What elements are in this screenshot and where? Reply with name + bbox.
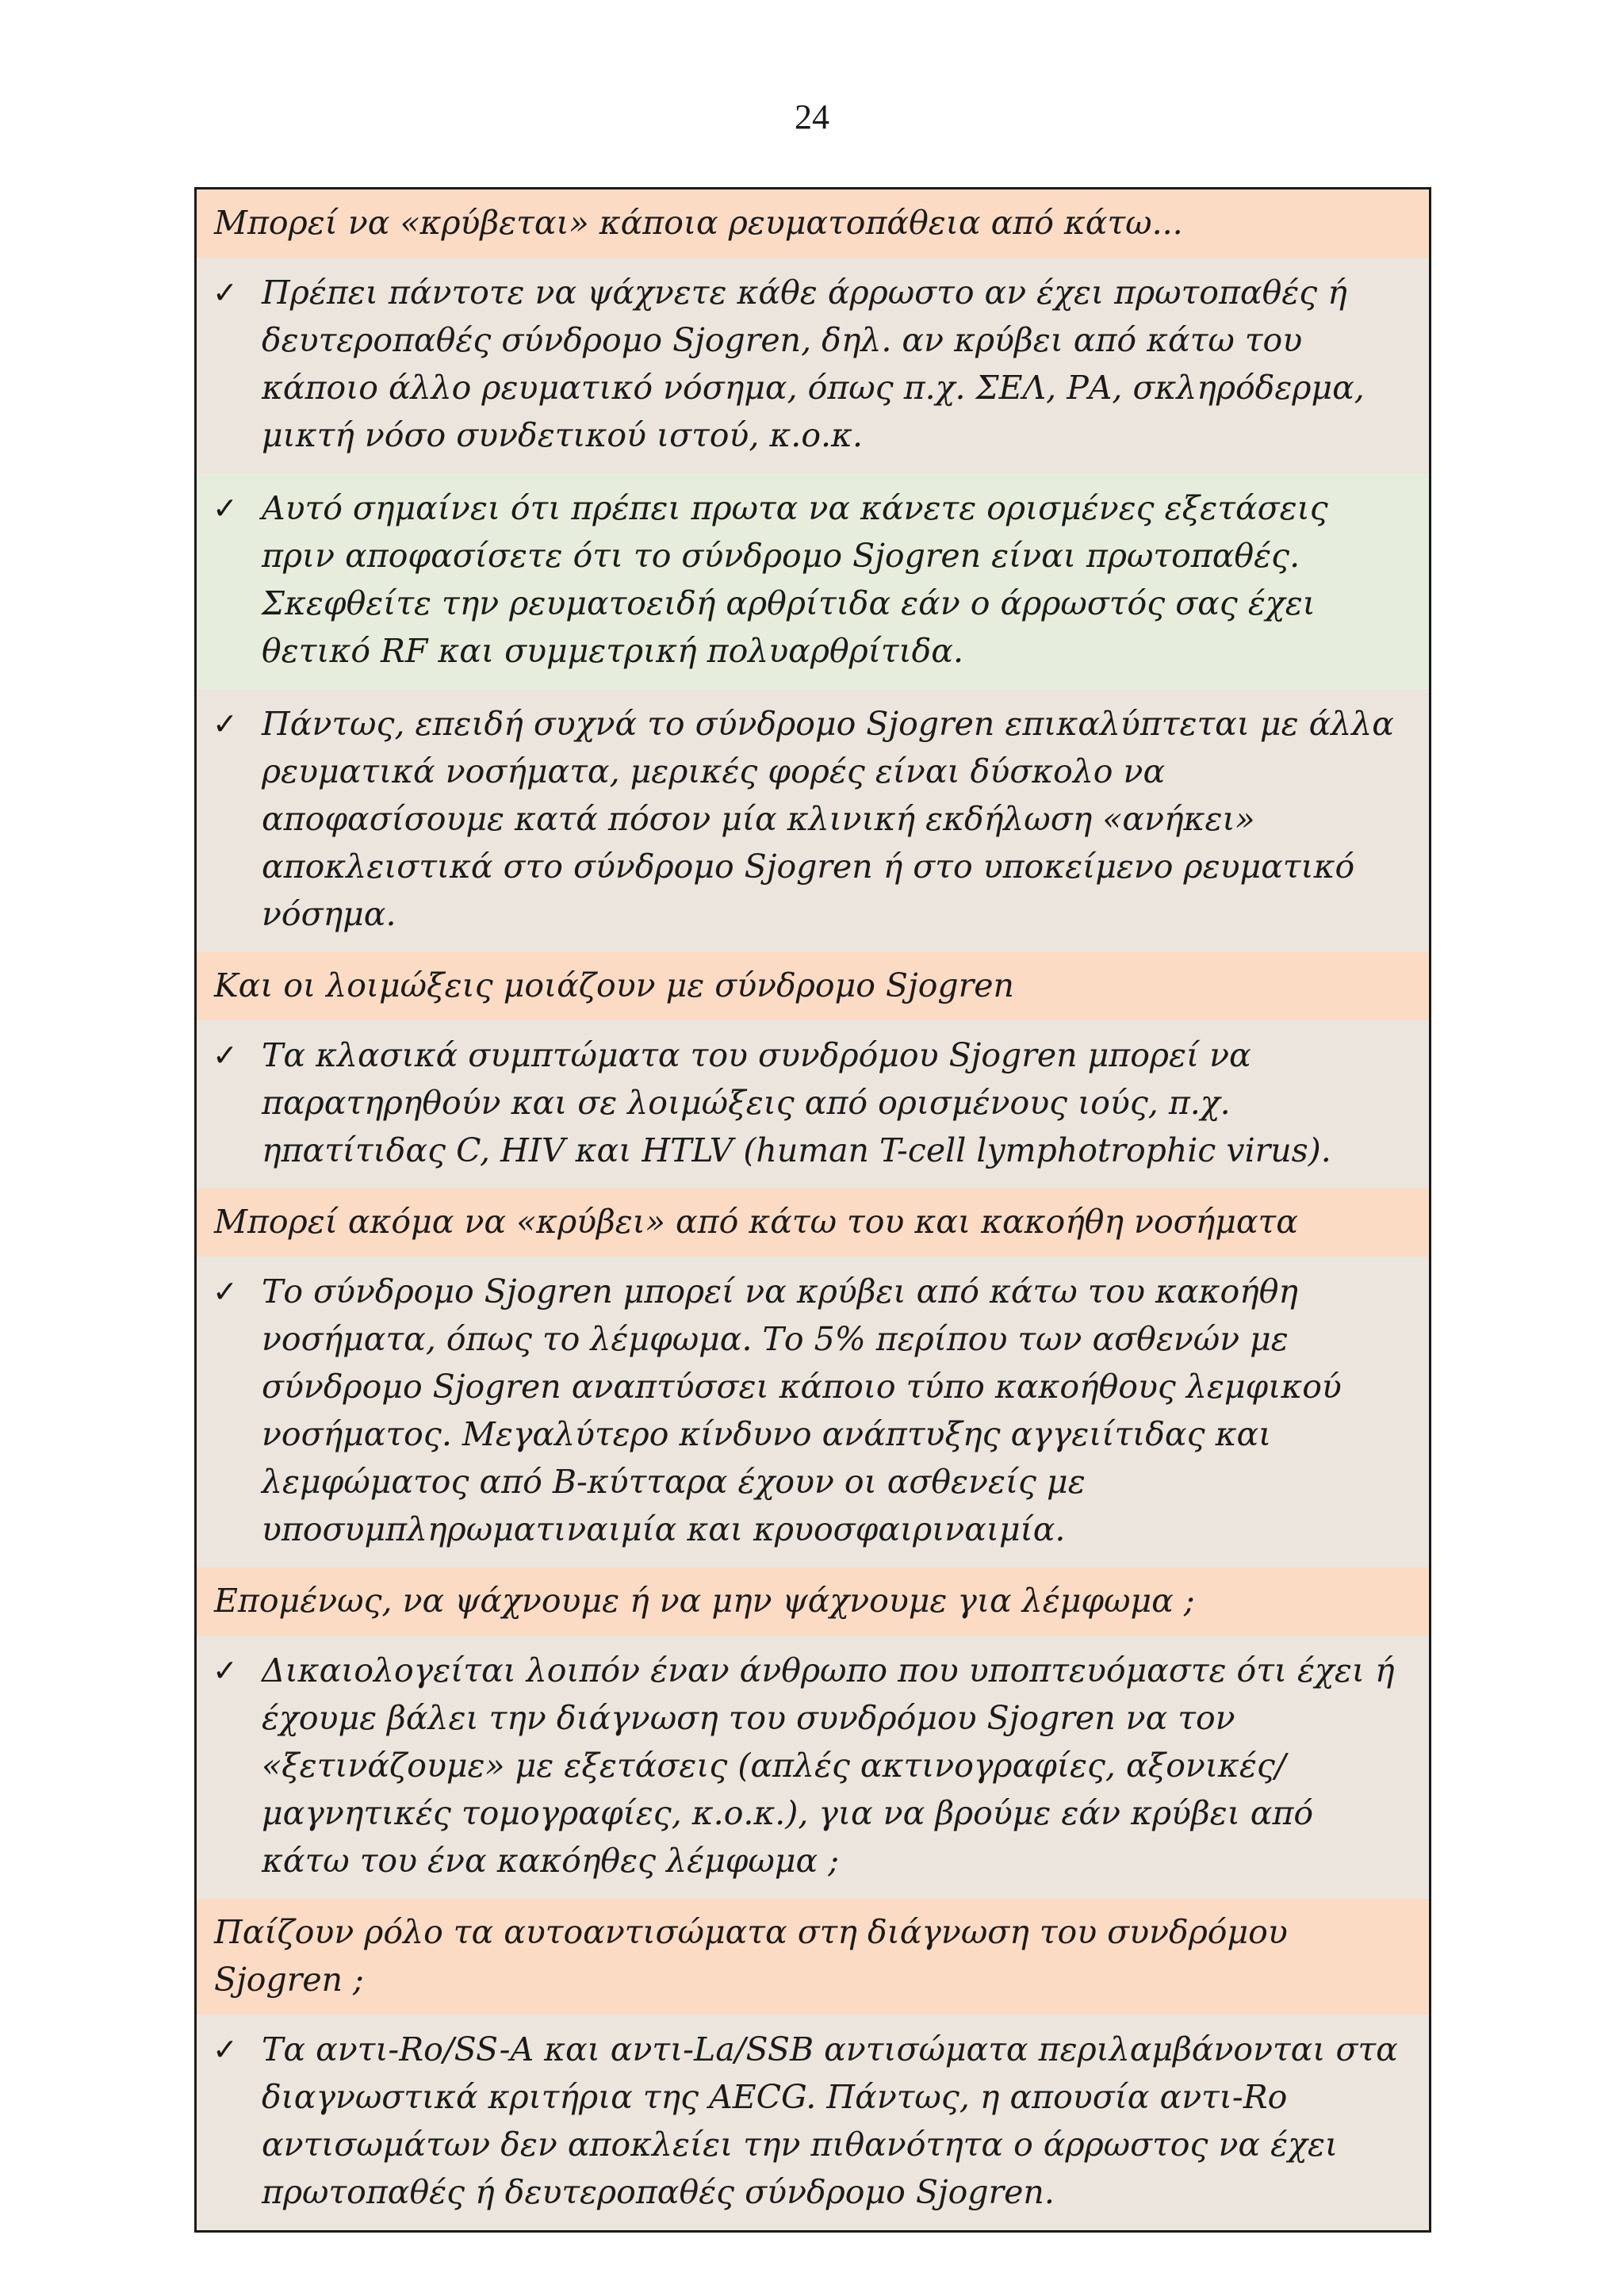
check-icon: ✓ — [213, 1274, 238, 1309]
bullet-text: Πρέπει πάντοτε να ψάχνετε κάθε άρρωστο αν έχει πρωτοπαθές ή δευτεροπαθές σύνδρομο Sjogren, δηλ. αν κρύβει από κάτω του κάποιο άλλο ρευματικό νόσημα, όπως π.χ. ΣΕΛ, ΡΑ, σκληρόδερμα, μικτή νόσο συνδετικού ιστού, κ.ο.κ. — [262, 274, 1365, 454]
check-icon: ✓ — [213, 275, 238, 310]
check-icon: ✓ — [213, 1038, 238, 1073]
check-icon: ✓ — [213, 706, 238, 741]
section-header-text: Μπορεί ακόμα να «κρύβει» από κάτω του και κακοήθη νοσήματα — [214, 1203, 1298, 1241]
section-header — [197, 1567, 1429, 1636]
bullet-item — [197, 2015, 1429, 2230]
bullet-item — [197, 1257, 1429, 1567]
section-header-text: Μπορεί να «κρύβεται» κάποια ρευματοπάθεια από κάτω... — [214, 204, 1183, 242]
bullet-text: Δικαιολογείται λοιπόν έναν άνθρωπο που υποπτευόμαστε ότι έχει ή έχουμε βάλει την διάγνωση του συνδρόμου Sjogren να τον «ξετινάζουμε» με εξετάσεις (απλές ακτινογραφίες, αξονικές/ μαγνητικές τομογραφίες, κ.ο.κ.), για να βρούμε εάν κρύβει από κάτω του ένα κακόηθες λέμφωμα ; — [262, 1651, 1395, 1880]
bullet-item — [197, 1020, 1429, 1188]
section-header — [197, 1188, 1429, 1257]
section-header — [197, 952, 1429, 1020]
section-header-text: Επομένως, να ψάχνουμε ή να μην ψάχνουμε για λέμφωμα ; — [214, 1582, 1195, 1620]
bullet-item — [197, 473, 1429, 689]
bullet-item — [197, 1636, 1429, 1899]
check-icon: ✓ — [213, 1653, 238, 1688]
check-icon: ✓ — [213, 491, 238, 526]
bullet-item — [197, 689, 1429, 952]
bullet-text: Αυτό σημαίνει ότι πρέπει πρωτα να κάνετε ορισμένες εξετάσεις πριν αποφασίσετε ότι το σύνδρομο Sjogren είναι πρωτοπαθές. Σκεφθείτε την ρευματοειδή αρθρίτιδα εάν ο άρρωστός σας έχει θετικό RF και συμμετρική πολυαρθρίτιδα. — [262, 489, 1328, 670]
section-header-text: Παίζουν ρόλο τα αυτοαντισώματα στη διάγνωση του συνδρόμου Sjogren ; — [214, 1913, 1288, 1999]
bullet-item — [197, 258, 1429, 473]
bullet-text: Τα κλασικά συμπτώματα του συνδρόμου Sjogren μπορεί να παρατηρηθούν και σε λοιμώξεις από ορισμένους ιούς, π.χ. ηπατίτιδας C, HIV και HTLV (human T-cell lymphotrophic virus). — [262, 1036, 1331, 1169]
page-number: 24 — [795, 98, 829, 136]
section-header — [197, 1899, 1429, 2015]
bullet-text: Τα αντι-Ro/SS-A και αντι-La/SSB αντισώματα περιλαμβάνονται στα διαγνωστικά κριτήρια της AECG. Πάντως, η απουσία αντι-Ro αντισωμάτων δεν αποκλείει την πιθανότητα ο άρρωστος να έχει πρωτοπαθές ή δευτεροπαθές σύνδρομο Sjogren. — [262, 2030, 1398, 2211]
section-header — [197, 189, 1429, 258]
bullet-text: Το σύνδρομο Sjogren μπορεί να κρύβει από κάτω του κακοήθη νοσήματα, όπως το λέμφωμα. Το 5% περίπου των ασθενών με σύνδρομο Sjogren αναπτύσσει κάποιο τύπο κακοήθους λεμφικού νοσήματος. Μεγαλύτερο κίνδυνο ανάπτυξης αγγειίτιδας και λεμφώματος από Β-κύτταρα έχουν οι ασθενείς με υποσυμπληρωματιναιμία και κρυοσφαιριναιμία. — [262, 1272, 1342, 1548]
content-box — [194, 187, 1431, 2233]
check-icon: ✓ — [213, 2032, 238, 2067]
section-header-text: Και οι λοιμώξεις μοιάζουν με σύνδρομο Sjogren — [214, 966, 1014, 1004]
bullet-text: Πάντως, επειδή συχνά το σύνδρομο Sjogren επικαλύπτεται με άλλα ρευματικά νοσήματα, μερικές φορές είναι δύσκολο να αποφασίσουμε κατά πόσον μία κλινική εκδήλωση «ανήκει» αποκλειστικά στο σύνδρομο Sjogren ή στο υποκείμενο ρευματικό νόσημα. — [262, 705, 1394, 933]
